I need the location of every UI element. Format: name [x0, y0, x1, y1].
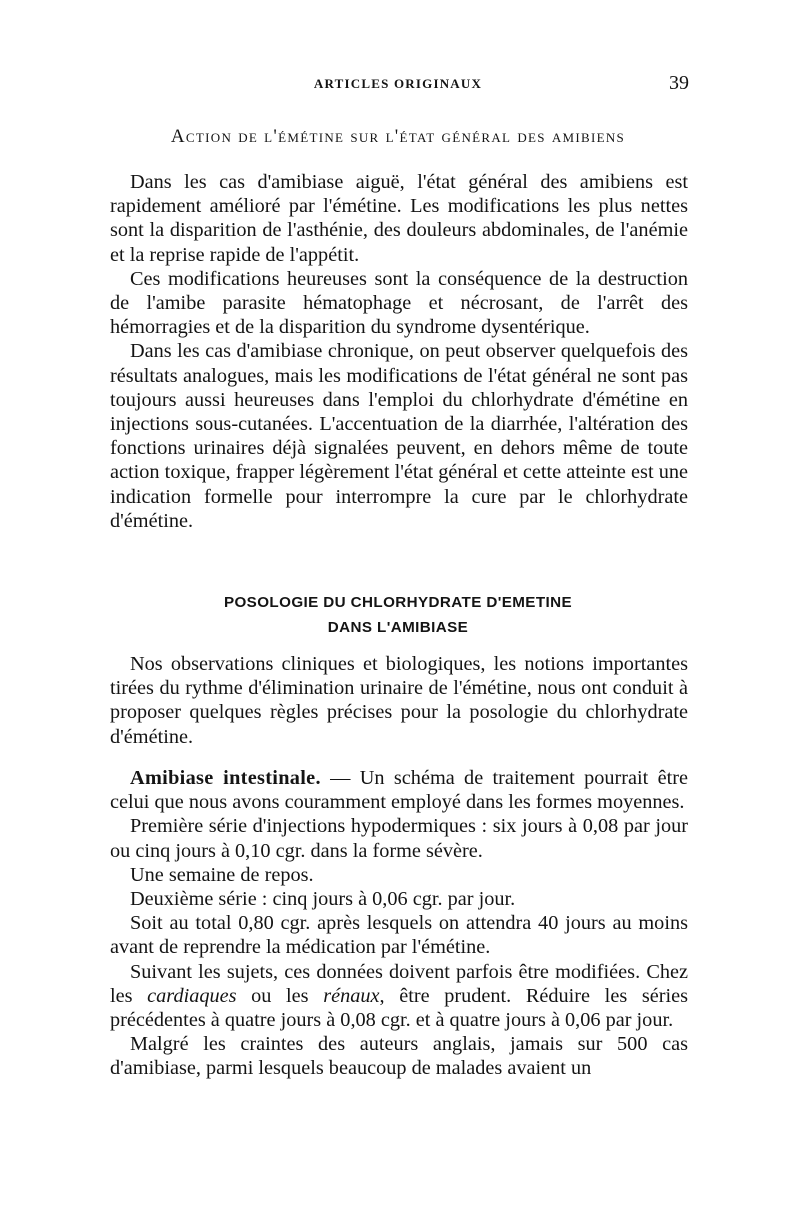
paragraph-posologie-intro: Nos observations cliniques et biologiques, les notions importantes tirées du rythme d'élimination urinaire de l'émétine, nous ont conduit à proposer quelques règles précises pour la posologie du chlorhydrate d'émétine.	[110, 653, 688, 748]
posologie-heading-line2: DANS L'AMIBIASE	[327, 619, 469, 636]
section-title: Action de l'émétine sur l'état général des amibiens	[170, 126, 626, 147]
paragraph-serie2: Deuxième série : cinq jours à 0,06 cgr. par jour.	[130, 888, 516, 911]
paragraph-intestinale	[110, 766, 688, 814]
paragraph-serie1: Première série d'injections hypodermiques : six jours à 0,08 par jour ou cinq jours à 0,10 cgr. dans la forme sévère.	[110, 815, 688, 862]
posologie-body	[110, 652, 688, 749]
paragraph-malgre: Malgré les craintes des auteurs anglais, jamais sur 500 cas d'amibiase, parmi lesquels beaucoup de malades avaient un	[110, 1033, 688, 1080]
running-title: ARTICLES ORIGINAUX	[313, 76, 483, 91]
paragraph-suivant: Suivant les sujets, ces données doivent parfois être modifiées. Chez les cardiaques ou les rénaux, être prudent. Réduire les séries précédentes à quatre jours à 0,08 cgr. et à quatre jours à 0,06 par jour.	[110, 960, 689, 1032]
posologie-heading	[107, 590, 689, 640]
paragraph-repos: Une semaine de repos.	[130, 863, 314, 886]
page-number: 39	[669, 72, 689, 94]
renaux-term: rénaux	[323, 984, 380, 1007]
cardiaques-term: cardiaques	[147, 984, 237, 1007]
intestinale-text: — Un schéma de traitement pourrait être celui que nous avons couramment employé dans les formes moyennes.	[110, 767, 689, 814]
run-in-heading: Amibiase intestinale.	[130, 767, 321, 789]
page-header	[107, 72, 689, 100]
posologie-heading-line1: POSOLOGIE DU CHLORHYDRATE D'EMETINE	[223, 594, 573, 611]
paragraph-total: Soit au total 0,80 cgr. après lesquels on attendra 40 jours au moins avant de reprendre la médication par l'émétine.	[110, 912, 688, 959]
intestinale-body	[110, 766, 688, 1081]
paragraph-modifications: Ces modifications heureuses sont la conséquence de la destruction de l'amibe parasite hématophage et nécrosant, de l'arrêt des hémorragies et de la disparition du syndrome dysentérique.	[110, 267, 688, 339]
paragraph-chronique: Dans les cas d'amibiase chronique, on peut observer quelquefois des résultats analogues, mais les modifications de l'état général ne sont pas toujours aussi heureuses dans l'emploi du chlorhydrate d'émétine en injections sous-cutanées. L'accentuation de la diarrhée, l'altération des fonctions urinaires déjà signalées peuvent, en dehors même de toute action toxique, frapper légèrement l'état général et cette atteinte est une indication formelle pour interrompre la cure par le chlorhydrate d'émétine.	[110, 340, 688, 532]
section-body	[110, 170, 688, 533]
paragraph-aigue: Dans les cas d'amibiase aiguë, l'état général des amibiens est rapidement amélioré par l'émétine. Les modifications les plus nettes sont la disparition de l'asthénie, des douleurs abdominales, de l'anémie et la reprise rapide de l'appétit.	[110, 171, 688, 266]
